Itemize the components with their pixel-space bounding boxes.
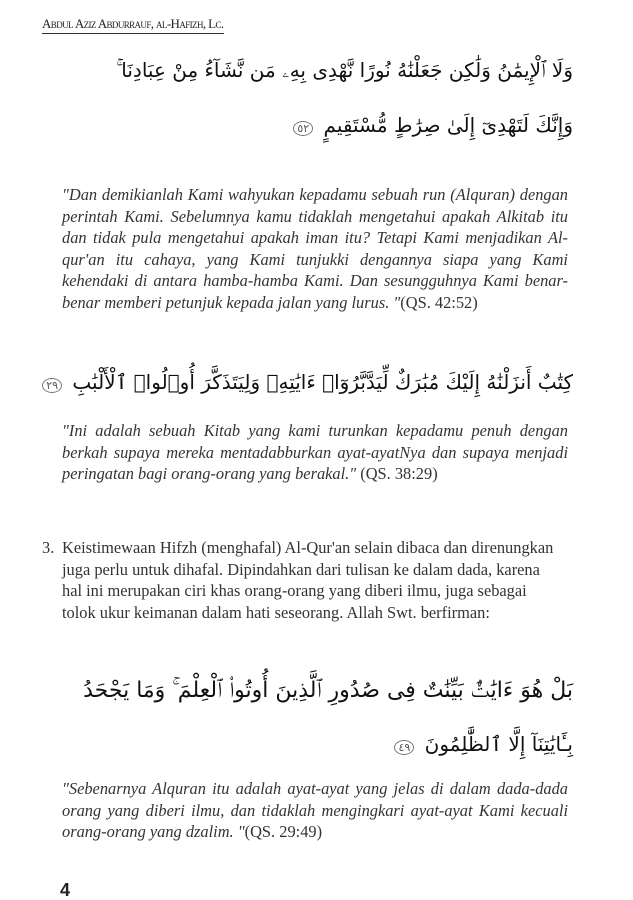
verse-reference: (QS. 38:29) [356, 464, 438, 484]
arabic-verse-line [394, 732, 573, 756]
page-number: 4 [60, 880, 71, 900]
verse-number-mark: ٤٩ [394, 740, 414, 755]
list-number: 3. [42, 538, 55, 557]
arabic-verse-line: وَلَا ٱلْإِيمَٰنُ وَلَٰكِن جَعَلْنَٰهُ نُورًا نَّهْدِى بِهِۦ مَن نَّشَآءُ مِنْ عِبَادِنَا ۚ [116, 58, 573, 82]
numbered-list-item [42, 537, 562, 623]
running-head: Abdul Aziz Abdurrauf, al-Hafizh, Lc. [42, 16, 224, 34]
list-item-text: Keistimewaan Hifzh (menghafal) Al-Qur'an selain dibaca dan direnungkan juga perlu untuk dihafal. Dipindahkan dari tulisan ke dalam dada, karena hal ini merupakan ciri khas orang-orang yang diberi ilmu, juga sebagai tolok ukur keimanan dalam hati seseorang. Allah Swt. berfirman: [62, 538, 554, 622]
translation-paragraph [62, 184, 568, 314]
arabic-verse-line: بَلْ هُوَ ءَايَٰتٌۢ بَيِّنَٰتٌ فِى صُدُورِ ٱلَّذِينَ أُوتُوا۟ ٱلْعِلْمَ ۚ وَمَا يَجْحَدُ [83, 678, 573, 703]
arabic-verse-line [42, 370, 573, 394]
translation-text: "Dan demikianlah Kami wahyukan kepadamu sebuah run (Alquran) dengan perintah Kami. Sebelumnya kamu tidaklah mengetahui apakah Alkitab itu dan tidak pula mengetahui apakah iman itu? Tetapi Kami menjadikan Al-qur'an itu cahaya, yang Kami tunjukki dengannya siapa yang Kami kehendaki di antara hamba-hamba Kami. Dan sesungguhnya Kami benar-benar memberi petunjuk kepada jalan yang lurus. " [62, 185, 568, 312]
verse-number-mark: ٥٢ [293, 121, 313, 136]
translation-text: "Ini adalah sebuah Kitab yang kami turunkan kepadamu penuh dengan berkah supaya mereka mentadabburkan ayat-ayatNya dan supaya menjadi peringatan bagi orang-orang yang berakal." [62, 421, 568, 484]
arabic-verse-line [293, 113, 573, 137]
arabic-verse-text: بِـَٔايَٰتِنَآ إِلَّا ٱلظَّٰلِمُونَ [424, 732, 573, 756]
translation-paragraph [62, 420, 568, 485]
arabic-verse-text: وَإِنَّكَ لَتَهْدِىٓ إِلَىٰ صِرَٰطٍ مُّسْتَقِيمٍ [323, 113, 573, 137]
translation-paragraph [62, 778, 568, 843]
verse-reference: (QS. 42:52) [400, 292, 478, 312]
verse-reference: (QS. 29:49) [244, 822, 323, 842]
arabic-verse-text: كِتَٰبٌ أَنزَلْنَٰهُ إِلَيْكَ مُبَٰرَكٌ لِّيَدَّبَّرُوٓا۟ ءَايَٰتِهِۦ وَلِيَتَذَكَّرَ أُو۟لُوا۟ ٱلْأَلْبَٰبِ [72, 370, 573, 394]
verse-number-mark: ٢٩ [42, 378, 62, 393]
translation-text: "Sebenarnya Alquran itu adalah ayat-ayat yang jelas di dalam dada-dada orang yang diberi ilmu, dan tidaklah mengingkari ayat-ayat Kami kecuali orang-orang yang dzalim. " [62, 779, 568, 842]
